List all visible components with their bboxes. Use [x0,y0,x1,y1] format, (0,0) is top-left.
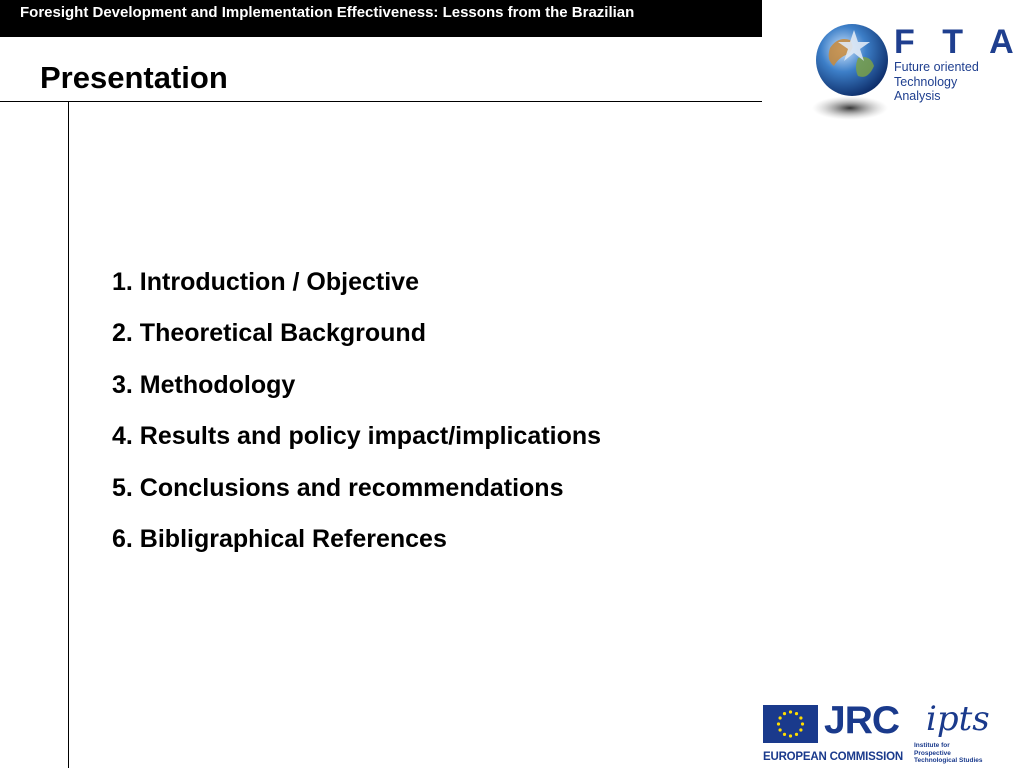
ipts-logo-icon [922,690,1000,742]
fta-tagline [894,60,979,104]
fta-tagline-line: Technology [894,74,958,89]
vertical-divider [68,101,69,768]
ipts-tagline [914,742,983,765]
presentation-subtitle: Foresight Development and Implementation Effectiveness: Lessons from the Brazilian [20,4,635,21]
ipts-tagline-line: Institute for [914,742,950,749]
agenda-list [112,262,601,570]
horizontal-divider [0,101,762,102]
ipts-tagline-line: Prospective [914,749,951,757]
fta-letters: F T A [894,23,1023,61]
agenda-item: 6. Bibligraphical References [112,524,447,553]
agenda-item: 1. Introduction / Objective [112,268,419,296]
header-bar [0,0,762,37]
fta-tagline-line: Analysis [894,89,941,103]
fta-tagline-line: Future oriented [894,60,979,74]
european-commission-label: EUROPEAN COMMISSION [763,751,903,763]
agenda-item: 5. Conclusions and recommendations [112,473,564,502]
page-title: Presentation [40,60,228,95]
agenda-item: 4. Results and policy impact/implications [112,422,602,451]
jrc-logo-text: JRC [824,699,900,742]
ipts-logo-mark: ipts [926,699,990,739]
ipts-tagline-line: Technological Studies [914,757,983,764]
eu-flag-icon [763,705,818,743]
agenda-item: 2. Theoretical Background [112,319,426,348]
agenda-item: 3. Methodology [112,370,296,399]
